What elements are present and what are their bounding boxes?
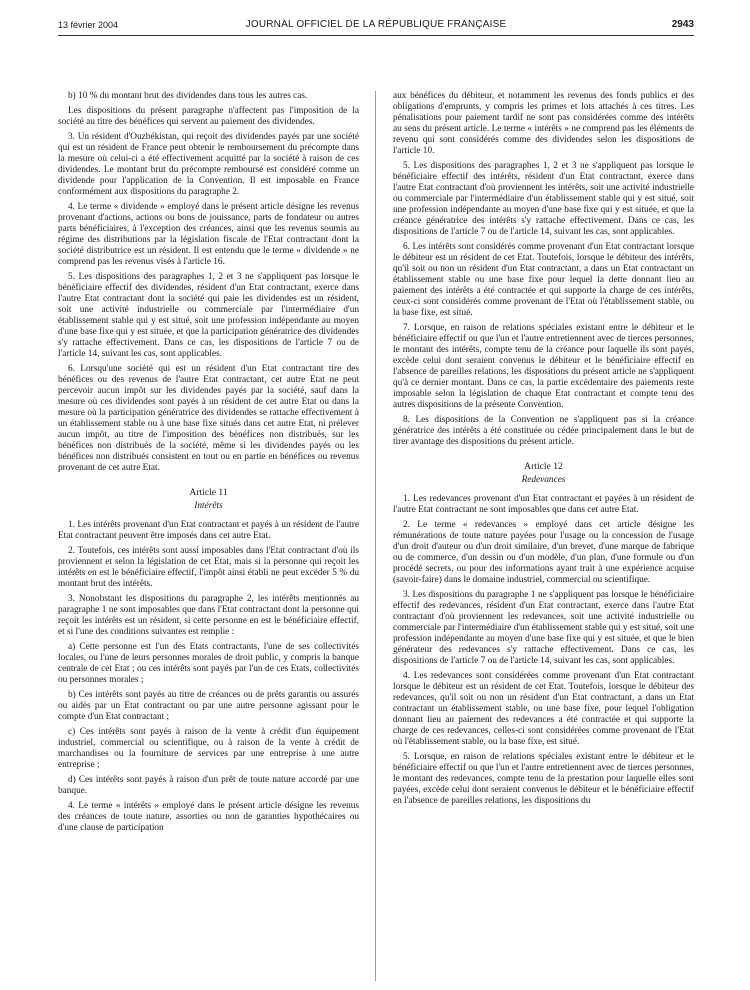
journal-title: JOURNAL OFFICIEL DE LA RÉPUBLIQUE FRANÇAISE xyxy=(245,19,507,30)
paragraph: b) Ces intérêts sont payés au titre de créances ou de prêts garantis ou assurés ou aidés par un Etat contractant ou par une autre personne agissant pour le compte d'un Etat contractant ; xyxy=(58,690,359,722)
paragraph: 8. Les dispositions de la Convention ne s'appliquent pas si la créance génératrice des intérêts a été constituée ou cédée principalement dans le but de tirer avantage des dispositions du présent article. xyxy=(393,415,694,447)
paragraph: 2. Toutefois, ces intérêts sont aussi imposables dans l'Etat contractant d'où ils proviennent et selon la législation de cet Etat, mais si la personne qui reçoit les intérêts en est le bénéficiaire effectif, l'impôt ainsi établi ne peut excéder 5 % du montant brut des intérêts. xyxy=(58,546,359,589)
paragraph: Les dispositions du présent paragraphe n'affectent pas l'imposition de la société au titre des bénéfices qui servent au paiement des dividendes. xyxy=(58,106,359,127)
paragraph: 4. Les redevances sont considérées comme provenant d'un Etat contractant lorsque le débiteur est un résident de cet Etat. Toutefois, lorsque le débiteur des redevances, qu'il soit ou non un résident d'un Etat contractant, a dans un Etat contractant un établissement stable, ou une base fixe, pour lequel l'obligation donnant lieu au paiement des redevances a été contractée et qui supporte la charge de ces redevances, celles-ci sont considérées comme provenant de l'Etat où l'établissement stable, ou la base fixe, est situé. xyxy=(393,671,694,747)
paragraph: 1. Les redevances provenant d'un Etat contractant et payées à un résident de l'autre Etat contractant ne sont imposables que dans cet autre Etat. xyxy=(393,494,694,515)
article-subtitle: Redevances xyxy=(521,475,566,485)
paragraph: b) 10 % du montant brut des dividendes dans tous les autres cas. xyxy=(68,91,308,101)
issue-date: 13 février 2004 xyxy=(58,20,119,30)
paragraph: 5. Les dispositions des paragraphes 1, 2 et 3 ne s'appliquent pas lorsque le bénéficiaire effectif des intérêts, résident d'un Etat contractant, exerce dans l'autre Etat contractant d'où proviennent les intérêts, soit une activité industrielle ou commerciale par l'intermédiaire d'un établissement stable qui y est situé, soit une profession indépendante au moyen d'une base fixe qui y est située, et que la créance génératrice des intérêts s'y rattache effectivement. Dans ce cas, les dispositions de l'article 7 ou de l'article 14, suivant les cas, sont applicables. xyxy=(393,161,694,237)
paragraph: 3. Nonobstant les dispositions du paragraphe 2, les intérêts mentionnés au paragraphe 1 ne sont imposables que dans l'Etat contractant dont la personne qui reçoit les intérêts est un résident, si cette personne en est le bénéficiaire effectif, et si l'une des conditions suivantes est remplie : xyxy=(58,594,359,637)
page-number: 2943 xyxy=(671,19,694,30)
paragraph: 1. Les intérêts provenant d'un Etat contractant et payés à un résident de l'autre Etat contractant peuvent être imposés dans cet autre Etat. xyxy=(58,520,359,541)
article-subtitle: Intérêts xyxy=(194,501,223,511)
column-divider xyxy=(375,91,376,981)
header-rule xyxy=(58,35,694,36)
paragraph: 3. Un résident d'Ouzbékistan, qui reçoit des dividendes payés par une société qui est un résident de France peut obtenir le remboursement du précompte dans la mesure où celui-ci a été effectivement acquitté par la société à raison de ces dividendes. Le montant brut du précompte remboursé est considéré comme un dividende pour l'application de la Convention. Il est imposable en France conformément aux dispositions du paragraphe 2. xyxy=(58,132,359,197)
paragraph: a) Cette personne est l'un des Etats contractants, l'une de ses collectivités locales, ou l'une de leurs personnes morales de droit public, y compris la banque centrale de cet Etat ; ou ces intérêts sont payés par l'un de ces Etats, collectivités ou personnes morales ; xyxy=(58,642,359,685)
paragraph: 5. Les dispositions des paragraphes 1, 2 et 3 ne s'appliquent pas lorsque le bénéficiaire effectif des dividendes, résident d'un Etat contractant, exerce dans l'autre Etat contractant dont la société qui paie les dividendes est un résident, soit une activité industrielle ou commerciale par l'intermédiaire d'un établissement stable qui y est situé, soit une profession indépendante au moyen d'une base fixe qui y est située, et que la participation génératrice des dividendes s'y rattache effectivement. Dans ce cas, les dispositions de l'article 7 ou de l'article 14, suivant les cas, sont applicables. xyxy=(58,272,359,359)
paragraph: 2. Le terme « redevances » employé dans cet article désigne les rémunérations de toute nature payées pour l'usage ou la concession de l'usage d'un droit d'auteur ou d'un droit similaire, d'un brevet, d'une marque de fabrique ou de commerce, d'un dessin ou d'un modèle, d'un plan, d'une formule ou d'un procédé secrets, ou pour des informations ayant trait à une expérience acquise (savoir-faire) dans le domaine industriel, commercial ou scientifique. xyxy=(393,520,694,585)
paragraph: aux bénéfices du débiteur, et notamment les revenus des fonds publics et des obligations d'emprunts, y compris les primes et lots attachés à ces titres. Les pénalisations pour paiement tardif ne sont pas considérées comme des intérêts au sens du présent article. Le terme « intérêts » ne comprend pas les éléments de revenu qui sont considérés comme des dividendes selon les dispositions de l'article 10. xyxy=(393,91,694,156)
paragraph: 4. Le terme « dividende » employé dans le présent article désigne les revenus provenant d'actions, actions ou bons de jouissance, parts de fondateur ou autres parts bénéficiaires, à l'exception des créances, ainsi que les revenus soumis au régime des distributions par la législation fiscale de l'Etat contractant dont la société distributrice est un résident. Il est entendu que le terme « dividende » ne comprend pas les revenus visés à l'article 16. xyxy=(58,202,359,267)
right-column xyxy=(393,91,694,986)
paragraph: 4. Le terme « intérêts » employé dans le présent article désigne les revenus des créances de toute nature, assorties ou non de garanties hypothécaires ou d'une clause de participation xyxy=(58,801,359,833)
paragraph: d) Ces intérêts sont payés à raison d'un prêt de toute nature accordé par une banque. xyxy=(58,775,359,796)
paragraph: 7. Lorsque, en raison de relations spéciales existant entre le débiteur et le bénéficiaire effectif ou que l'un et l'autre entretiennent avec de tierces personnes, le montant des intérêts, compte tenu de la créance pour laquelle ils sont payés, excède celui dont seraient convenus le débiteur et le bénéficiaire effectif en l'absence de pareilles relations, les dispositions du présent article ne s'appliquent qu'à ce dernier montant. Dans ce cas, la partie excédentaire des paiements reste imposable selon la législation de chaque Etat contractant et compte tenu des autres dispositions de la présente Convention. xyxy=(393,323,694,410)
paragraph: 5. Lorsque, en raison de relations spéciales existant entre le débiteur et le bénéficiaire effectif ou que l'un et l'autre entretiennent avec de tierces personnes, le montant des redevances, compte tenu de la prestation pour laquelle elles sont payées, excède celui dont seraient convenus le débiteur et le bénéficiaire effectif en l'absence de pareilles relations, les dispositions du xyxy=(393,752,694,806)
paragraph: c) Ces intérêts sont payés à raison de la vente à crédit d'un équipement industriel, commercial ou scientifique, ou à raison de la vente à crédit de marchandises ou la fourniture de services par une entreprise à une autre entreprise ; xyxy=(58,727,359,770)
page-header xyxy=(58,18,694,34)
paragraph: 3. Les dispositions du paragraphe 1 ne s'appliquent pas lorsque le bénéficiaire effectif des redevances, résident d'un Etat contractant, exerce dans l'autre Etat contractant d'où proviennent les redevances, soit une activité industrielle ou commerciale par l'intermédiaire d'un établissement stable qui y est situé, soit une profession indépendante au moyen d'une base fixe qui y est située, et que le bien générateur des redevances s'y rattache effectivement. Dans ce cas, les dispositions de l'article 7 ou de l'article 14, suivant les cas, sont applicables. xyxy=(393,590,694,666)
paragraph: 6. Lorsqu'une société qui est un résident d'un Etat contractant tire des bénéfices ou des revenus de l'autre Etat contractant, cet autre Etat ne peut percevoir aucun impôt sur les dividendes payés par la société, sauf dans la mesure où ces dividendes sont payés à un résident de cet autre Etat ou dans la mesure où la participation génératrice des dividendes se rattache effectivement à un établissement stable ou à une base fixe situés dans cet autre Etat, ni prélever aucun impôt, au titre de l'imposition des bénéfices non distribués, sur les bénéfices non distribués de la société, même si les dividendes payés ou les bénéfices non distribués consistent en tout ou en partie en bénéfices ou revenus provenant de cet autre Etat. xyxy=(58,364,359,473)
left-column xyxy=(58,91,359,986)
paragraph: 6. Les intérêts sont considérés comme provenant d'un Etat contractant lorsque le débiteur est un résident de cet Etat. Toutefois, lorsque le débiteur des intérêts, qu'il soit ou non un résident d'un Etat contractant, a dans un Etat contractant un établissement stable ou une base fixe pour lequel la dette donnant lieu au paiement des intérêts a été contractée et qui supporte la charge de ces intérêts, ceux-ci sont considérés comme provenant de l'Etat où l'établissement stable, ou la base fixe, est situé. xyxy=(393,242,694,318)
article-heading: Article 12 xyxy=(524,461,563,472)
article-heading: Article 11 xyxy=(189,487,228,498)
